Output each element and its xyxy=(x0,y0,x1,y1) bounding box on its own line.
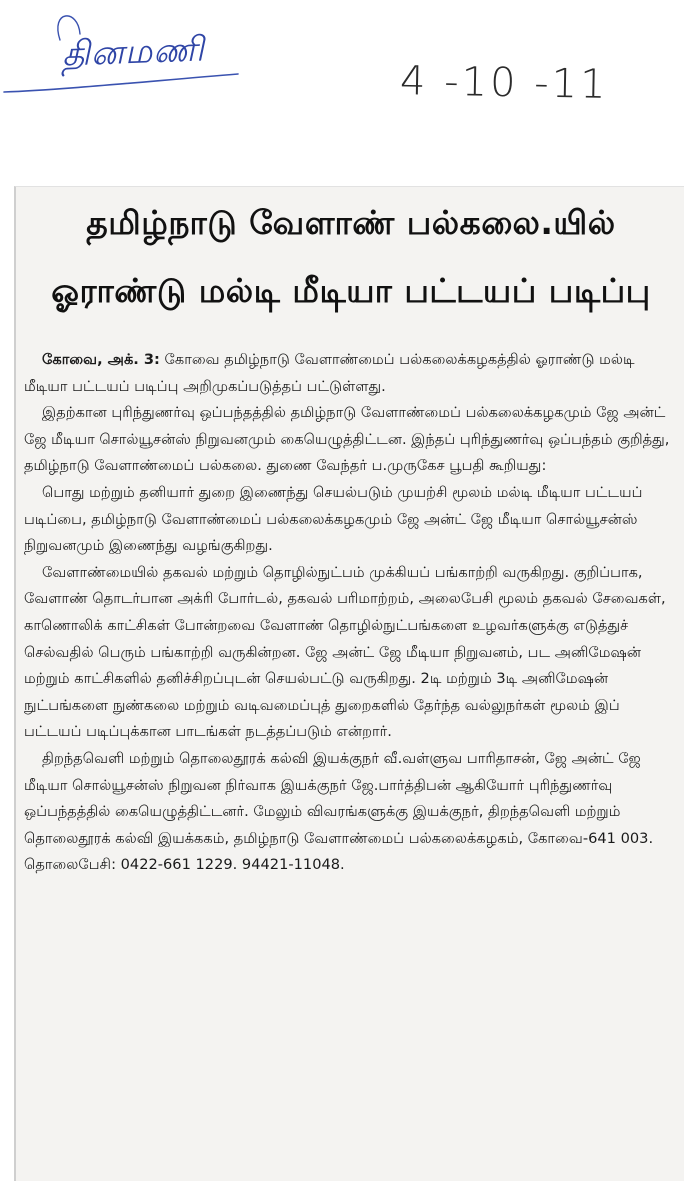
clipping-date-handwritten: 4 -10 -11 xyxy=(399,58,609,108)
article-paragraph xyxy=(24,347,676,400)
article-paragraph: இதற்கான புரிந்துணர்வு ஒப்பந்தத்தில் தமிழ்நாடு வேளாண்மைப் பல்கலைக்கழகமும் ஜே அன்ட் ஜே மீடியா சொல்யூசன்ஸ் நிறுவனமும் கையெழுத்திட்டன. இந்தப் புரிந்துணர்வு ஒப்பந்தம் குறித்து, தமிழ்நாடு வேளாண்மைப் பல்கலை. துணை வேந்தர் ப.முருகேச பூபதி கூறியது: xyxy=(24,404,670,475)
article-paragraph: திறந்தவெளி மற்றும் தொலைதூரக் கல்வி இயக்குநர் வீ.வள்ளுவ பாரிதாசன், ஜே அன்ட் ஜே மீடியா சொல்யூசன்ஸ் நிறுவன நிர்வாக இயக்குநர் ஜே.பார்த்திபன் ஆகியோர் புரிந்துணர்வு ஒப்பந்தத்தில் கையெழுத்திட்டனர். மேலும் விவரங்களுக்கு இயக்குநர், திறந்தவெளி மற்றும் தொலைதூரக் கல்வி இயக்ககம், தமிழ்நாடு வேளாண்மைப் பல்கலைக்கழகம், கோவை-641 003. தொலைபேசி: 0422-661 1229. 94421-11048. xyxy=(24,749,654,874)
dateline: கோவை, அக். 3: xyxy=(42,351,160,368)
article-body xyxy=(24,347,676,879)
headline-line-2: ஓராண்டு மல்டி மீடியா பட்டயப் படிப்பு xyxy=(51,271,651,310)
headline-line-1: தமிழ்நாடு வேளாண் பல்கலை.யில் xyxy=(86,203,616,242)
article-paragraph: வேளாண்மையில் தகவல் மற்றும் தொழில்நுட்பம் முக்கியப் பங்காற்றி வருகிறது. குறிப்பாக, வேளாண் தொடர்பான அக்ரி போர்டல், தகவல் பரிமாற்றம், அலைபேசி மூலம் தகவல் சேவைகள், காணொலிக் காட்சிகள் போன்றவை வேளாண் தொழில்நுட்பங்களை உழவர்களுக்கு எடுத்துச் செல்வதில் பெரும் பங்காற்றி வருகின்றன. ஜே அன்ட் ஜே மீடியா நிறுவனம், பட அனிமேஷன் மற்றும் காட்சிகளில் தனிச்சிறப்புடன் செயல்பட்டு வருகிறது. 2டி மற்றும் 3டி அனிமேஷன் நுட்பங்களை நுண்கலை மற்றும் வடிவமைப்புத் துறைகளில் தேர்ந்த வல்லுநர்கள் மூலம் இப் பட்டயப் படிப்புக்கான பாடங்கள் நடத்தப்படும் என்றார். xyxy=(24,563,666,741)
newspaper-name-handwritten: தினமணி xyxy=(61,29,206,75)
article-paragraph: பொது மற்றும் தனியார் துறை இணைந்து செயல்படும் முயற்சி மூலம் மல்டி மீடியா பட்டயப் படிப்பை, தமிழ்நாடு வேளாண்மைப் பல்கலைக்கழகமும் ஜே அன்ட் ஜே மீடியா சொல்யூசன்ஸ் நிறுவனமும் இணைந்து வழங்குகிறது. xyxy=(24,483,643,555)
paragraph-text: கோவை தமிழ்நாடு வேளாண்மைப் பல்கலைக்கழகத்தில் ஓராண்டு மல்டி மீடியா பட்டயப் படிப்பு அறிமுகப்படுத்தப் பட்டுள்ளது. xyxy=(24,351,635,395)
handwritten-header xyxy=(0,0,687,150)
newspaper-clipping xyxy=(14,186,684,1181)
